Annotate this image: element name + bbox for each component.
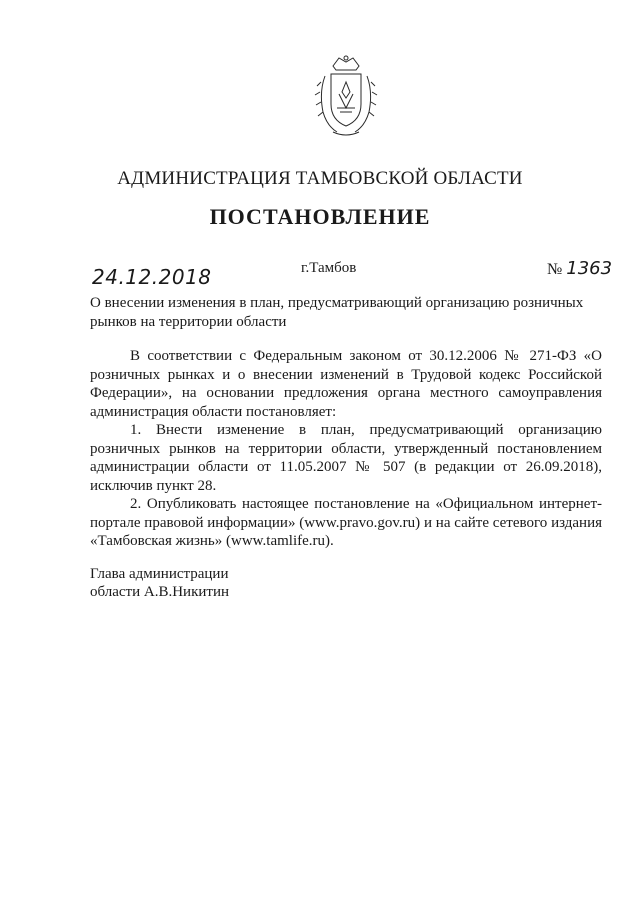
- organization-name: АДМИНИСТРАЦИЯ ТАМБОВСКОЙ ОБЛАСТИ: [117, 168, 523, 189]
- document-city: г.Тамбов: [301, 260, 357, 276]
- intro-paragraph: В соответствии с Федеральным законом от 30.12.2006 № 271-ФЗ «О розничных рынках и о внесении изменений в Трудовой кодекс Российской Федерации», на основании предложения органа местного самоуправления администрация области постановляет:: [90, 348, 602, 420]
- document-date: 24.12.2018: [92, 265, 212, 289]
- signature-block: [90, 565, 229, 601]
- document-number: [547, 258, 612, 279]
- document-subject: О внесении изменения в план, предусматривающий организацию розничных рынков на территории области: [90, 295, 584, 330]
- coat-of-arms-emblem: [311, 52, 381, 138]
- signature-line-1: Глава администрации: [90, 566, 229, 582]
- item-2-paragraph: 2. Опубликовать настоящее постановление на «Официальном интернет-портале правовой информации» (www.pravo.gov.ru) и на сайте сетевого издания «Тамбовская жизнь» (www.tamlife.ru).: [90, 496, 602, 549]
- signature-line-2: области А.В.Никитин: [90, 584, 230, 600]
- number-value: 1363: [566, 258, 613, 279]
- document-type-title: ПОСТАНОВЛЕНИЕ: [209, 204, 431, 229]
- number-prefix: №: [547, 261, 563, 278]
- item-1-paragraph: 1. Внести изменение в план, предусматривающий организацию розничных рынков на территории области, утвержденный постановлением администрации области от 11.05.2007 № 507 (в редакции от 26.09.2018), исключив пункт 28.: [90, 422, 602, 494]
- document-body: [90, 347, 602, 551]
